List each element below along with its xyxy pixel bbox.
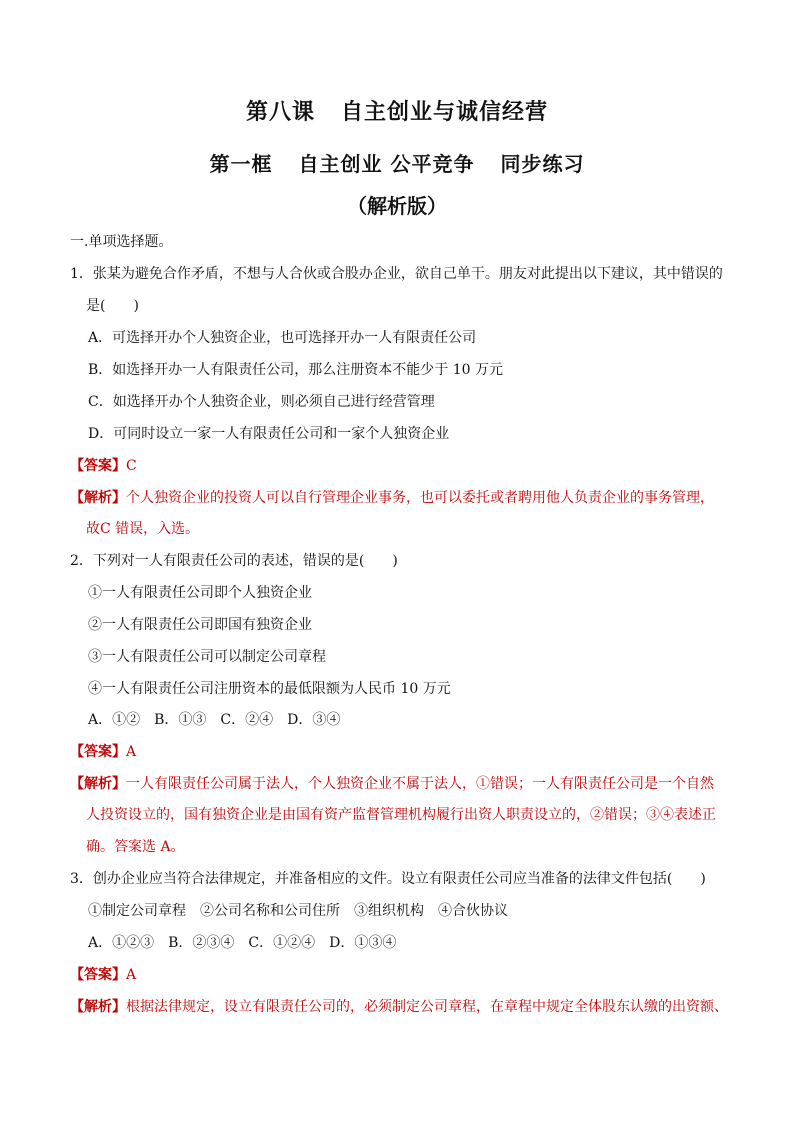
q2-item-4: ④一人有限责任公司注册资本的最低限额为人民币 10 万元 [88,681,451,697]
q2-stem: 2．下列对一人有限责任公司的表述，错误的是( ) [70,553,398,569]
q2-answer [70,742,136,762]
q3-analysis-line-1 [70,997,728,1017]
section-heading: 一.单项选择题。 [70,234,173,250]
frame-number: 第一框 [209,152,273,176]
answer-label: 【答案】 [70,967,126,983]
answer-value: A [126,744,137,760]
analysis-text: 表述正 [674,807,716,823]
frame-name: 自主创业 公平竞争 [298,152,475,176]
q3-answer [70,965,136,985]
q3-items: ①制定公司章程 ②公司名称和公司住所 ③组织机构 ④合伙协议 [88,903,508,919]
circled-number: ③④ [646,807,674,823]
version-label: （解析版） [347,194,447,218]
q1-analysis-line-1 [70,488,714,508]
analysis-label: 【解析】 [70,776,126,792]
answer-label: 【答案】 [70,458,126,474]
analysis-text: 错误； [604,807,646,823]
lesson-title [0,95,794,126]
q1-option-d: D．可同时设立一家一人有限责任公司和一家个人独资企业 [88,426,450,442]
q1-stem-line-2: 是( ) [86,298,139,314]
analysis-text: 人投资设立的，国有独资企业是由国有资产监督管理机构履行出资人职责设立的， [86,807,590,823]
q2-analysis-line-1 [70,774,714,794]
analysis-text: 一人有限责任公司属于法人，个人独资企业不属于法人， [126,776,476,792]
circled-number: ② [590,807,604,823]
q2-item-2: ②一人有限责任公司即国有独资企业 [88,617,312,633]
analysis-text: 根据法律规定，设立有限责任公司的，必须制定公司章程，在章程中规定全体股东认缴的出资额、 [126,999,728,1015]
circled-number: ① [476,776,490,792]
q1-option-c: C．如选择开办个人独资企业，则必须自己进行经营管理 [88,394,435,410]
analysis-text: 错误；一人有限责任公司是一个自然 [490,776,714,792]
analysis-label: 【解析】 [70,490,126,506]
q1-option-a: A．可选择开办个人独资企业，也可选择开办一人有限责任公司 [88,330,477,346]
q1-option-b: B．如选择开办一人有限责任公司，那么注册资本不能少于 10 万元 [88,362,504,378]
q3-options: A．①②③ B．②③④ C．①②④ D．①③④ [88,935,397,951]
analysis-text: 个人独资企业的投资人可以自行管理企业事务，也可以委托或者聘用他人负责企业的事务管理， [126,490,714,506]
lesson-number: 第八课 [245,99,315,125]
lesson-name: 自主创业与诚信经营 [341,99,549,125]
q1-stem-line-1: 1．张某为避免合作矛盾，不想与人合伙或合股办企业，欲自己单干。朋友对此提出以下建议，其中错误的 [70,266,723,282]
frame-title [0,148,794,177]
answer-value: C [126,458,137,474]
q1-analysis-line-2: 故C 错误，入选。 [86,521,200,537]
q2-analysis-line-3: 确。答案选 A。 [86,839,185,855]
q2-item-1: ①一人有限责任公司即个人独资企业 [88,585,312,601]
analysis-label: 【解析】 [70,999,126,1015]
q2-item-3: ③一人有限责任公司可以制定公司章程 [88,649,326,665]
q2-options: A．①② B．①③ C．②④ D．③④ [88,712,341,728]
exercise-label: 同步练习 [500,152,585,176]
q1-answer [70,456,137,476]
answer-label: 【答案】 [70,744,126,760]
q2-analysis-line-2 [86,805,716,825]
answer-value: A [126,967,137,983]
q3-stem: 3．创办企业应当符合法律规定，并准备相应的文件。设立有限责任公司应当准备的法律文件包括( ) [70,871,706,887]
